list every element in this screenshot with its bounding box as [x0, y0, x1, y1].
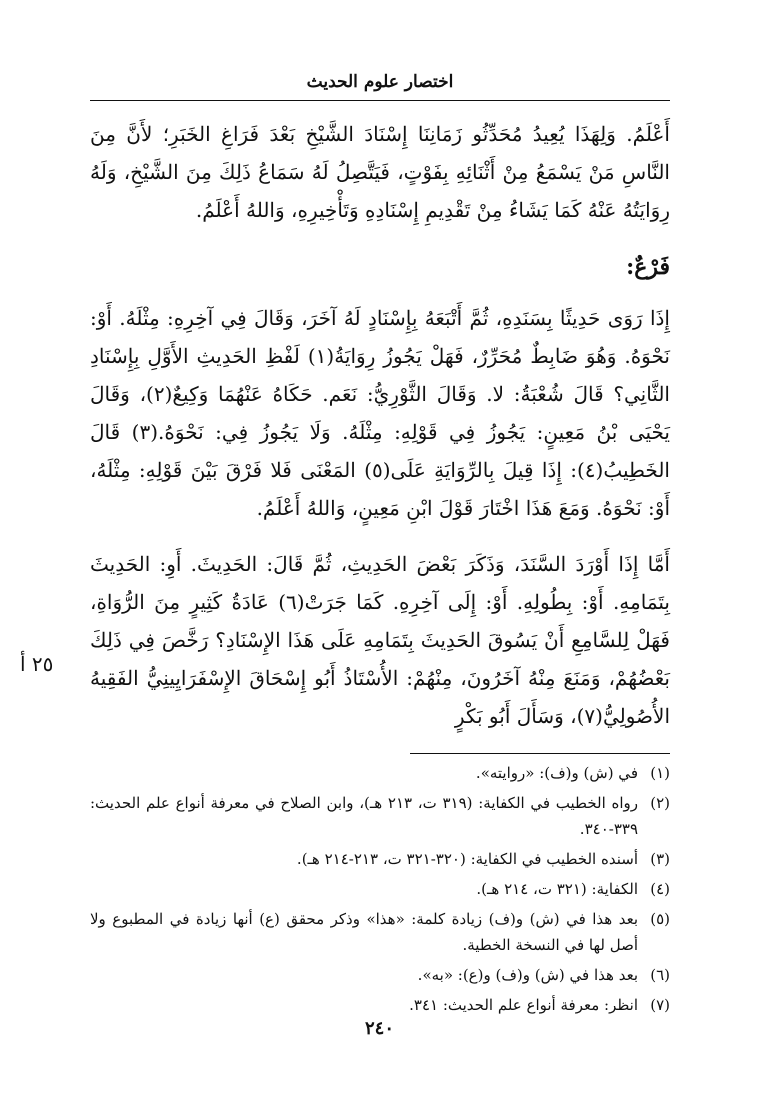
footnote	[90, 992, 670, 1018]
footnote	[90, 906, 670, 958]
footnote-number: (٧)	[650, 996, 670, 1014]
footnote-number: (٥)	[650, 910, 670, 928]
footnote	[90, 876, 670, 902]
header-rule	[90, 100, 670, 101]
footnote-text: انظر: معرفة أنواع علم الحديث: ٣٤١.	[409, 996, 638, 1014]
section-title: فَرْعٌ:	[626, 254, 670, 280]
footnote	[90, 962, 670, 988]
footnote-text: بعد هذا في (ش) و(ف) و(ع): «به».	[417, 966, 638, 984]
footnote-number: (٢)	[650, 794, 670, 812]
paragraph-3: أَمَّا إِذَا أَوْرَدَ السَّنَدَ، وَذَكَرَ بَعْضَ الحَدِيثِ، ثُمَّ قَالَ: الحَدِيثَ. أَوِ: الحَدِيثَ بِتَمَامِهِ. أَوْ: بِطُولِهِ. أَوْ: إِلَى آخِرِهِ. كَمَا جَرَتْ(٦) عَادَةُ كَثِيرٍ مِنَ الرُّوَاةِ، فَهَلْ لِلسَّامِعِ أَنْ يَسُوقَ الحَدِيثَ بِتَمَامِهِ عَلَى هَذَا الإِسْنَادِ؟ رَخَّصَ فِي ذَلِكَ بَعْضُهُمْ، وَمَنَعَ مِنْهُ آخَرُونَ، مِنْهُمْ: الأُسْتَاذُ أَبُو إِسْحَاقَ الإِسْفَرَايِينِيُّ الفَقِيهُ الأُصُولِيُّ(٧)، وَسَأَلَ أَبُو بَكْرٍ	[90, 552, 670, 728]
footnote-text: بعد هذا في (ش) و(ف) زيادة كلمة: «هذا» وذكر محقق (ع) أنها زيادة في المطبوع ولا أصل لها في النسخة الخطية.	[90, 910, 638, 954]
footnote	[90, 760, 670, 786]
running-head-title: اختصار علوم الحديث	[306, 72, 454, 92]
book-page	[90, 70, 670, 1022]
footnote-text: في (ش) و(ف): «روايته».	[475, 764, 638, 782]
footnote-text: أسنده الخطيب في الكفاية: (٣٢٠-٣٢١ ت، ٢١٣-٢١٤ هـ).	[296, 850, 638, 868]
footnote-text: الكفاية: (٣٢١ ت، ٢١٤ هـ).	[476, 880, 638, 898]
manuscript-folio-note: ٢٥ أ	[20, 652, 54, 676]
paragraph-2: إِذَا رَوَى حَدِيثًا بِسَنَدِهِ، ثُمَّ أَتْبَعَهُ بِإِسْنَادٍ لَهُ آخَرَ، وَقَالَ فِي آخِرِهِ: مِثْلَهُ. أَوْ: نَحْوَهُ. وَهُوَ ضَابِطٌ مُحَرِّرٌ، فَهَلْ يَجُوزُ رِوَايَةُ(١) لَفْظِ الحَدِيثِ الأَوَّلِ بِإِسْنَادِ الثَّانِي؟ قَالَ شُعْبَةُ: لا. وَقَالَ الثَّوْرِيُّ: نَعَم. حَكَاهُ عَنْهُمَا وَكِيعٌ(٢)، وَقَالَ يَحْيَى بْنُ مَعِينٍ: يَجُوزُ فِي قَوْلِهِ: مِثْلَهُ. وَلَا يَجُوزُ فِي: نَحْوَهُ.(٣) قَالَ الخَطِيبُ(٤): إِذَا قِيلَ بِالرِّوَايَةِ عَلَى(٥) المَعْنَى فَلا فَرْقَ بَيْنَ قَوْلِهِ: مِثْلَهُ، أَوْ: نَحْوَهُ. وَمَعَ هَذَا اخْتَارَ قَوْلَ ابْنِ مَعِينٍ، وَاللهُ أَعْلَمُ.	[90, 306, 670, 520]
footnote-number: (١)	[650, 764, 670, 782]
footnotes	[90, 760, 670, 1018]
footnote-number: (٣)	[650, 850, 670, 868]
paragraph-1: أَعْلَمُ. وَلِهَذَا يُعِيدُ مُحَدِّثُو زَمَانِنَا إِسْنَادَ الشَّيْخِ بَعْدَ فَرَاغِ الخَبَرِ؛ لأَنَّ مِنَ النَّاسِ مَنْ يَسْمَعُ مِنْ أَثْنَائِهِ بِفَوْتٍ، فَيَتَّصِلُ لَهُ سَمَاعُ ذَلِكَ مِنَ الشَّيْخِ، وَلَهُ رِوَايَتُهُ عَنْهُ كَمَا يَشَاءُ مِنْ تَقْدِيمِ إِسْنَادِهِ وَتَأْخِيرِهِ، وَاللهُ أَعْلَمُ.	[90, 122, 670, 222]
footnote-number: (٤)	[650, 880, 670, 898]
footnote-rule	[410, 753, 670, 754]
footnote-text: رواه الخطيب في الكفاية: (٣١٩ ت، ٢١٣ هـ)، وابن الصلاح في معرفة أنواع علم الحديث: ٣٣٩-٣٤٠.	[90, 794, 639, 838]
footnote-number: (٦)	[650, 966, 670, 984]
main-text	[90, 115, 670, 735]
page-number: ٢٤٠	[364, 1018, 394, 1039]
footnote	[90, 846, 670, 872]
footnote	[90, 790, 670, 842]
